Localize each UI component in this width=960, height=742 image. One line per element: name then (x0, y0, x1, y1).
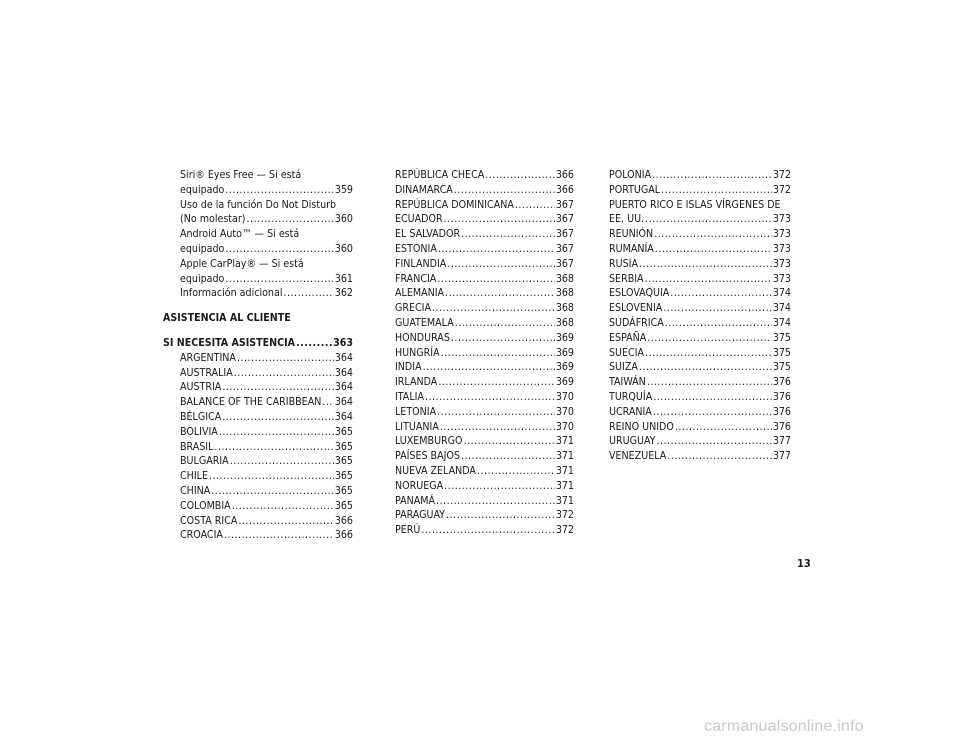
toc-entry-title: Información adicional (180, 287, 283, 300)
toc-leader-dots (647, 331, 772, 346)
toc-entry[interactable] (609, 390, 791, 405)
toc-page-number: 376 (772, 390, 791, 403)
toc-entry[interactable] (609, 434, 791, 449)
toc-page-number: 371 (555, 435, 574, 448)
toc-entry[interactable] (609, 183, 791, 198)
toc-leader-dots (322, 395, 333, 410)
toc-column-1 (163, 168, 353, 543)
toc-leader-dots (639, 360, 772, 375)
toc-list-b (609, 227, 791, 464)
toc-leader-dots (247, 212, 334, 227)
toc-leader-dots (436, 494, 555, 509)
toc-entry[interactable] (609, 405, 791, 420)
toc-leader-dots (225, 272, 333, 287)
toc-page-number: 370 (555, 390, 574, 403)
toc-entry[interactable] (180, 484, 353, 499)
toc-entry-title: AUSTRALIA (180, 366, 233, 379)
toc-entry-title: (No molestar) (180, 213, 246, 226)
toc-entry-title: ESLOVENIA (609, 302, 663, 315)
toc-entry[interactable] (180, 380, 353, 395)
toc-page-number: 364 (334, 410, 353, 423)
toc-entry-line1: Apple CarPlay® — Si está (180, 257, 304, 270)
page-number: 13 (797, 557, 811, 570)
toc-leader-dots (283, 286, 333, 301)
toc-leader-dots (445, 286, 555, 301)
toc-entry-title: SUECIA (609, 346, 645, 359)
toc-entry[interactable] (180, 286, 353, 301)
toc-entry-title: equipado (180, 183, 225, 196)
toc-entry[interactable] (180, 272, 353, 287)
toc-page-number: 367 (555, 213, 574, 226)
toc-leader-dots (454, 183, 555, 198)
toc-entry[interactable] (395, 405, 574, 420)
toc-page-number: 364 (334, 366, 353, 379)
toc-page-number: 371 (555, 464, 574, 477)
toc-entry-title: GUATEMALA (395, 316, 454, 329)
toc-entry-title: PERÚ (395, 524, 421, 537)
toc-entry[interactable] (395, 449, 574, 464)
toc-page-number: 360 (334, 213, 353, 226)
toc-page-number: 364 (334, 396, 353, 409)
toc-leader-dots (209, 469, 334, 484)
toc-entry-title: ALEMANIA (395, 287, 445, 300)
toc-page-number: 364 (334, 381, 353, 394)
toc-page-number: 365 (334, 425, 353, 438)
toc-entry[interactable] (395, 479, 574, 494)
toc-leader-dots (224, 528, 334, 543)
toc-entry[interactable] (395, 242, 574, 257)
toc-leader-dots (211, 484, 334, 499)
toc-leader-dots (447, 257, 555, 272)
toc-entry[interactable] (609, 227, 791, 242)
toc-entry[interactable] (395, 301, 574, 316)
toc-entry-title: NUEVA ZELANDA (395, 464, 476, 477)
toc-entry-title: RUSIA (609, 257, 638, 270)
toc-leader-dots (423, 360, 555, 375)
toc-leader-dots (654, 227, 772, 242)
toc-leader-dots (222, 410, 334, 425)
toc-entry-title: BALANCE OF THE CARIBBEAN (180, 396, 322, 409)
toc-entry-title: ESLOVAQUIA (609, 287, 670, 300)
toc-column-3 (609, 168, 791, 464)
toc-entry-title: BÉLGICA (180, 410, 222, 423)
toc-entry[interactable] (609, 272, 791, 287)
toc-leader-dots (225, 183, 333, 198)
toc-page-number: 371 (555, 494, 574, 507)
toc-entry-title: BULGARIA (180, 455, 229, 468)
toc-page-number: 359 (334, 183, 353, 196)
toc-page-number: 372 (555, 524, 574, 537)
section-gap (163, 326, 353, 336)
toc-leader-dots (461, 449, 555, 464)
toc-entry[interactable] (395, 212, 574, 227)
toc-page-number: 377 (772, 450, 791, 463)
toc-entry[interactable] (609, 301, 791, 316)
toc-entry[interactable] (395, 360, 574, 375)
watermark: carmanualsonline.info (704, 718, 864, 735)
toc-entry-title: PARAGUAY (395, 509, 445, 522)
toc-page-number: 374 (772, 287, 791, 300)
toc-entry-title: EE. UU. (609, 213, 645, 226)
toc-column-2 (395, 168, 574, 538)
toc-leader-dots (655, 242, 772, 257)
toc-page-number: 375 (772, 361, 791, 374)
toc-entry[interactable] (395, 331, 574, 346)
toc-leader-dots (438, 375, 555, 390)
toc-page-number: 360 (334, 242, 353, 255)
toc-entry[interactable] (609, 286, 791, 301)
toc-entry-title: equipado (180, 242, 225, 255)
toc-leader-dots (485, 168, 555, 183)
toc-entry[interactable] (395, 168, 574, 183)
toc-entry-title: REINO UNIDO (609, 420, 674, 433)
toc-entry[interactable] (180, 410, 353, 425)
toc-entry[interactable] (609, 346, 791, 361)
toc-leader-dots (656, 434, 771, 449)
toc-leader-dots (437, 405, 555, 420)
toc-page-number: 371 (555, 450, 574, 463)
toc-subsection-title: SI NECESITA ASISTENCIA (163, 336, 296, 349)
toc-leader-dots (661, 183, 772, 198)
toc-page-number: 368 (555, 302, 574, 315)
toc-leader-dots (440, 420, 555, 435)
toc-page-number: 372 (772, 183, 791, 196)
toc-page-number: 365 (334, 499, 353, 512)
toc-page-number: 373 (772, 257, 791, 270)
toc-entry[interactable] (180, 242, 353, 257)
toc-leader-dots (667, 449, 772, 464)
toc-leader-dots (645, 346, 772, 361)
toc-page-number: 363 (333, 336, 353, 349)
toc-entry[interactable] (609, 257, 791, 272)
toc-entry-title: HONDURAS (395, 331, 450, 344)
toc-entry-title: NORUEGA (395, 479, 444, 492)
toc-leader-dots (238, 514, 333, 529)
toc-entry-title: POLONIA (609, 169, 652, 181)
toc-page-number: 377 (772, 435, 791, 448)
toc-entry[interactable] (609, 242, 791, 257)
toc-leader-dots (232, 499, 334, 514)
toc-page-number: 373 (772, 242, 791, 255)
toc-entry[interactable] (395, 257, 574, 272)
toc-entry-title: LETONIA (395, 405, 437, 418)
toc-page-number: 370 (555, 405, 574, 418)
toc-page-number: 365 (334, 484, 353, 497)
toc-entry-title: PANAMÁ (395, 494, 435, 507)
toc-group-multimedia (163, 168, 353, 301)
toc-leader-dots (444, 479, 555, 494)
toc-page-number: 368 (555, 316, 574, 329)
toc-leader-dots (446, 508, 555, 523)
toc-page-number: 365 (334, 455, 353, 468)
toc-leader-dots (441, 346, 555, 361)
toc-entry-line1: PUERTO RICO E ISLAS VÍRGENES DE (609, 198, 781, 211)
toc-leader-dots (451, 331, 555, 346)
toc-entry-title: COLOMBIA (180, 499, 231, 512)
toc-entry-title: VENEZUELA (609, 450, 667, 463)
toc-leader-dots (455, 316, 555, 331)
toc-entry[interactable] (395, 227, 574, 242)
toc-page-number: 374 (772, 302, 791, 315)
toc-entry[interactable] (609, 331, 791, 346)
toc-page-number: 366 (555, 169, 574, 181)
toc-page-number: 370 (555, 420, 574, 433)
toc-entry-title: SUDÁFRICA (609, 316, 664, 329)
toc-entry[interactable] (180, 528, 353, 543)
toc-entry[interactable] (395, 523, 574, 538)
toc-leader-dots (222, 380, 333, 395)
toc-entry-title: FRANCIA (395, 272, 437, 285)
toc-leader-dots (652, 168, 772, 183)
toc-entry-title: CHINA (180, 484, 211, 497)
toc-page-number: 364 (334, 351, 353, 364)
toc-leader-dots (444, 212, 555, 227)
toc-leader-dots (645, 212, 772, 227)
toc-entry-title: URUGUAY (609, 435, 656, 448)
toc-entry-line1: Android Auto™ — Si está (180, 228, 300, 241)
toc-page-number: 367 (555, 257, 574, 270)
toc-entry-title: REUNIÓN (609, 228, 654, 241)
toc-page-number: 367 (555, 198, 574, 211)
toc-entry[interactable] (180, 351, 353, 366)
toc-leader-dots (663, 301, 772, 316)
toc-entry[interactable] (180, 440, 353, 455)
toc-entry-title: ITALIA (395, 390, 424, 403)
toc-leader-dots (437, 272, 555, 287)
toc-page-number: 368 (555, 287, 574, 300)
toc-leader-dots (639, 257, 772, 272)
toc-entry[interactable] (180, 499, 353, 514)
section-title[interactable]: ASISTENCIA AL CLIENTE (163, 312, 291, 325)
toc-entry-title: REPÚBLICA CHECA (395, 169, 485, 181)
toc-entry-title: ARGENTINA (180, 351, 236, 364)
toc-subsection[interactable] (163, 336, 353, 351)
toc-page-number: 369 (555, 376, 574, 389)
toc-page-number: 366 (555, 183, 574, 196)
toc-entry[interactable] (395, 286, 574, 301)
toc-entry-title: LITUANIA (395, 420, 439, 433)
toc-entry[interactable] (395, 390, 574, 405)
toc-entry[interactable] (395, 272, 574, 287)
toc-entry-title: TURQUÍA (609, 390, 653, 403)
toc-page-number: 372 (772, 169, 791, 181)
toc-entry[interactable] (395, 316, 574, 331)
toc-page-number: 366 (334, 514, 353, 527)
toc-leader-dots (425, 390, 555, 405)
toc-entry[interactable] (180, 454, 353, 469)
toc-entry[interactable] (395, 183, 574, 198)
toc-leader-dots (647, 375, 772, 390)
toc-country-list (163, 351, 353, 543)
toc-entry-title: HUNGRÍA (395, 346, 440, 359)
toc-leader-dots (645, 272, 772, 287)
toc-leader-dots (438, 242, 555, 257)
toc-page-number: 365 (334, 470, 353, 483)
toc-entry-title: FINLANDIA (395, 257, 447, 270)
toc-leader-dots (234, 366, 334, 381)
toc-entry[interactable] (180, 183, 353, 198)
toc-entry[interactable] (395, 464, 574, 479)
toc-entry[interactable] (395, 434, 574, 449)
toc-page-number: 367 (555, 228, 574, 241)
toc-entry-title: SUIZA (609, 361, 638, 374)
toc-entry[interactable] (180, 212, 353, 227)
toc-entry[interactable] (395, 198, 574, 213)
toc-entry[interactable] (180, 425, 353, 440)
toc-leader-dots (675, 420, 772, 435)
toc-entry-title: LUXEMBURGO (395, 435, 463, 448)
toc-leader-dots (464, 434, 555, 449)
toc-entry[interactable] (180, 469, 353, 484)
toc-entry[interactable] (395, 420, 574, 435)
toc-entry-title: ESTONIA (395, 242, 437, 255)
toc-leader-dots (653, 405, 772, 420)
toc-entry[interactable] (609, 420, 791, 435)
toc-page-number: 375 (772, 331, 791, 344)
toc-entry[interactable] (180, 366, 353, 381)
toc-page-number: 362 (334, 287, 353, 300)
toc-leader-dots (515, 198, 555, 213)
toc-entry-title: UCRANIA (609, 405, 652, 418)
toc-entry[interactable] (609, 360, 791, 375)
toc-entry-title: REPÚBLICA DOMINICANA (395, 198, 514, 211)
toc-entry[interactable] (395, 508, 574, 523)
toc-entry[interactable] (395, 346, 574, 361)
toc-leader-dots (214, 440, 333, 455)
toc-entry-title: PAÍSES BAJOS (395, 450, 460, 463)
toc-entry[interactable] (180, 514, 353, 529)
toc-leader-dots (670, 286, 772, 301)
toc-leader-dots (230, 454, 334, 469)
toc-entry-line1: Siri® Eyes Free — Si está (180, 169, 302, 181)
toc-page-number: 374 (772, 316, 791, 329)
toc-page-number: 373 (772, 228, 791, 241)
toc-leader-dots (421, 523, 554, 538)
toc-leader-dots (461, 227, 555, 242)
toc-entry-title: BOLIVIA (180, 425, 218, 438)
toc-entry-title: COSTA RICA (180, 514, 238, 527)
toc-page-number: 368 (555, 272, 574, 285)
toc-entry-title: equipado (180, 272, 225, 285)
toc-entry-title: EL SALVADOR (395, 228, 461, 241)
toc-leader-dots (653, 390, 772, 405)
toc-entry[interactable] (609, 316, 791, 331)
toc-page-number: 373 (772, 272, 791, 285)
toc-entry-title: IRLANDA (395, 376, 438, 389)
toc-page-number: 369 (555, 361, 574, 374)
section-gap (163, 301, 353, 311)
toc-page-number: 375 (772, 346, 791, 359)
toc-entry-title: PORTUGAL (609, 183, 661, 196)
toc-entry-title: SERBIA (609, 272, 644, 285)
toc-page-number: 376 (772, 405, 791, 418)
toc-entry[interactable] (395, 375, 574, 390)
toc-entry[interactable] (609, 168, 791, 183)
toc-entry[interactable] (180, 395, 353, 410)
toc-entry-title: RUMANÍA (609, 242, 654, 255)
toc-entry-title: ESPAÑA (609, 331, 647, 344)
toc-leader-dots (219, 425, 334, 440)
toc-leader-dots (665, 316, 772, 331)
toc-entry-title: AUSTRIA (180, 381, 222, 394)
toc-page-number: 373 (772, 213, 791, 226)
toc-page-number: 372 (555, 509, 574, 522)
toc-page-number: 367 (555, 242, 574, 255)
toc-entry[interactable] (609, 449, 791, 464)
toc-entry-title: BRASIL (180, 440, 214, 453)
toc-entry-title: TAIWÁN (609, 376, 646, 389)
toc-entry-title: GRECIA (395, 302, 432, 315)
toc-leader-dots (237, 351, 334, 366)
toc-page-number: 376 (772, 420, 791, 433)
toc-page-number: 365 (334, 440, 353, 453)
toc-entry[interactable] (609, 375, 791, 390)
toc-page-number: 361 (334, 272, 353, 285)
toc-leader-dots (432, 301, 555, 316)
toc-page-number: 366 (334, 529, 353, 542)
toc-leader-dots (296, 336, 332, 351)
toc-entry[interactable] (395, 494, 574, 509)
toc-page-number: 371 (555, 479, 574, 492)
toc-list-a (609, 168, 791, 198)
toc-leader-dots (225, 242, 333, 257)
toc-entry-title: ECUADOR (395, 213, 443, 226)
toc-page-number: 369 (555, 331, 574, 344)
toc-entry-title: CHILE (180, 470, 208, 483)
toc-leader-dots (477, 464, 555, 479)
toc-entry-title: CROACIA (180, 529, 223, 542)
toc-entry-title: DINAMARCA (395, 183, 453, 196)
toc-entry[interactable] (609, 212, 791, 227)
toc-page-number: 376 (772, 376, 791, 389)
toc-entry-title: INDIA (395, 361, 422, 374)
toc-page-number: 369 (555, 346, 574, 359)
toc-entry-line1: Uso de la función Do Not Disturb (180, 198, 337, 211)
